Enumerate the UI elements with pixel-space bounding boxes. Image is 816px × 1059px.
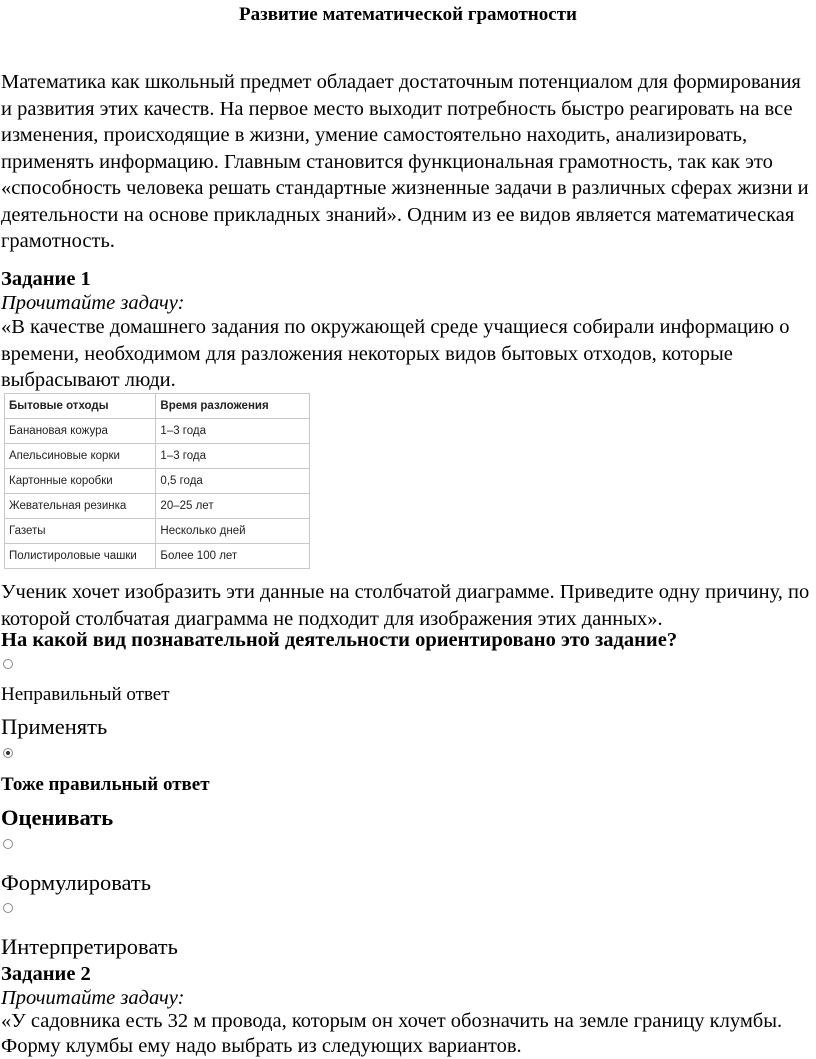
- answer-radio-3[interactable]: [3, 839, 13, 849]
- table-cell-waste: Жевательная резинка: [5, 494, 156, 519]
- table-header-cell: Время разложения: [156, 394, 310, 419]
- document-title: Развитие математической грамотности: [239, 4, 577, 25]
- task1-text: «В качестве домашнего задания по окружающей среде учащиеся собирали информацию о времени, необходимом для разложения некоторых видов бытовых отходов, которые выбрасывают люди.: [1, 316, 790, 391]
- table-cell-time: 1–3 года: [156, 444, 310, 469]
- table-cell-time: Более 100 лет: [156, 544, 310, 569]
- table-header-row: [5, 394, 310, 419]
- answer-label-3: Формулировать: [1, 870, 152, 895]
- table-row: [5, 419, 310, 444]
- waste-decomposition-table: [4, 393, 310, 569]
- table-cell-time: 20–25 лет: [156, 494, 310, 519]
- answer-label-4: Интерпретировать: [1, 934, 178, 959]
- task2-instruction: Прочитайте задачу:: [1, 987, 185, 1009]
- answer-radio-2[interactable]: [3, 748, 13, 758]
- table-row: [5, 519, 310, 544]
- table-cell-waste: Картонные коробки: [5, 469, 156, 494]
- table-cell-waste: Полистироловые чашки: [5, 544, 156, 569]
- table-cell-waste: Банановая кожура: [5, 419, 156, 444]
- table-row: [5, 444, 310, 469]
- task1-question: На какой вид познавательной деятельности ориентировано это задание?: [1, 629, 678, 651]
- table-cell-time: Несколько дней: [156, 519, 310, 544]
- table-cell-waste: Газеты: [5, 519, 156, 544]
- table-cell-waste: Апельсиновые корки: [5, 444, 156, 469]
- answer-radio-4[interactable]: [3, 903, 13, 913]
- table-row: [5, 494, 310, 519]
- intro-paragraph: Математика как школьный предмет обладает достаточным потенциалом для формирования и развития этих качеств. На первое место выходит потребность быстро реагировать на все изменения, происходящие в жизни, умение самостоятельно находить, анализировать, применять информацию. Главным становится функциональная грамотность, так как это «способность человека решать стандартные жизненные задачи в различных сферах жизни и деятельности на основе прикладных знаний». Одним из ее видов является математическая грамотность.: [1, 71, 809, 252]
- answer-label-1: Применять: [1, 714, 108, 739]
- task1-instruction: Прочитайте задачу:: [1, 292, 185, 314]
- table-row: [5, 544, 310, 569]
- answer-radio-1[interactable]: [3, 659, 13, 669]
- table-header-cell: Бытовые отходы: [5, 394, 156, 419]
- task1-after-table-text: Ученик хочет изобразить эти данные на столбчатой диаграмме. Приведите одну причину, по которой столбчатая диаграмма не подходит для изображения этих данных».: [1, 581, 810, 630]
- task2-heading: Задание 2: [1, 963, 91, 985]
- answer-label-2: Оценивать: [1, 805, 114, 830]
- table-cell-time: 1–3 года: [156, 419, 310, 444]
- task1-heading: Задание 1: [1, 268, 91, 290]
- answer-feedback-2: Тоже правильный ответ: [1, 774, 210, 795]
- answer-feedback-1: Неправильный ответ: [1, 684, 170, 705]
- table-cell-time: 0,5 года: [156, 469, 310, 494]
- task2-text: «У садовника есть 32 м провода, которым он хочет обозначить на земле границу клумбы. Форму клумбы ему надо выбрать из следующих вариантов.: [1, 1010, 783, 1057]
- table-row: [5, 469, 310, 494]
